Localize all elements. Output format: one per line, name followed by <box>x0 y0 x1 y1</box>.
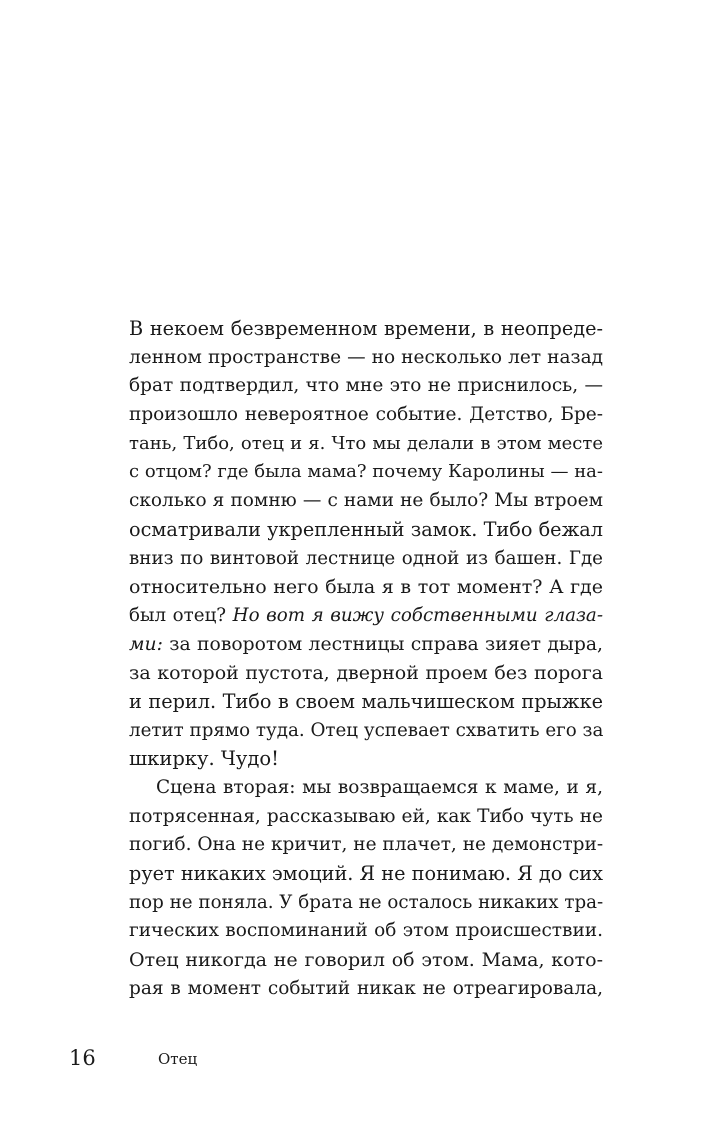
paragraph-2 <box>129 774 603 1004</box>
text-line: относительно него была я в тот момент? А где <box>129 576 603 599</box>
text-line-mixed <box>129 602 603 631</box>
italic-segment: ми: <box>129 633 163 655</box>
text-line: с отцом? где была мама? почему Каролины — на- <box>129 461 603 483</box>
text-line: осматривали укрепленный замок. Тибо бежал <box>129 517 603 541</box>
text-line: за которой пустота, дверной проем без порога <box>129 662 603 685</box>
text-line: летит прямо туда. Отец успевает схватить его за <box>129 719 604 741</box>
text-line: ленном пространстве — но несколько лет назад <box>129 346 603 368</box>
text-line-mixed <box>129 631 603 660</box>
text-line: произошло невероятное событие. Детство, Бре- <box>129 404 603 426</box>
text-line: пор не поняла. У брата не осталось никаких тра- <box>129 891 604 913</box>
text-line: шкирку. Чудо! <box>129 747 279 771</box>
page-footer <box>0 1043 709 1073</box>
text-segment: был отец? <box>129 604 233 626</box>
text-line: сколько я помню — с нами не было? Мы втроем <box>129 490 603 512</box>
text-line: гических воспоминаний об этом происшествии. <box>129 920 603 942</box>
text-line: рует никаких эмоций. Я не понимаю. Я до сих <box>129 862 603 886</box>
text-line: Сцена вторая: мы возвращаемся к маме, и я, <box>156 777 603 798</box>
text-line: потрясенная, рассказываю ей, как Тибо чуть не <box>129 805 603 827</box>
paragraph-1 <box>129 315 603 774</box>
running-title: Отец <box>158 1050 198 1068</box>
text-line: рая в момент событий никак не отреагировала, <box>129 977 603 999</box>
text-line: Отец никогда не говорил об этом. Мама, кото- <box>129 949 603 972</box>
text-line: и перил. Тибо в своем мальчишеском прыжке <box>129 689 603 713</box>
text-line: вниз по винтовой лестнице одной из башен. Где <box>129 547 603 569</box>
page-number: 16 <box>69 1046 96 1070</box>
italic-segment: Но вот я вижу собственными глаза- <box>232 604 603 626</box>
text-line: брат подтвердил, что мне это не приснилось, — <box>129 375 603 397</box>
text-line: тань, Тибо, отец и я. Что мы делали в этом месте <box>129 432 603 454</box>
text-line: погиб. Она не кричит, не плачет, не демонстри- <box>129 834 604 856</box>
text-line: В некоем безвременном времени, в неопреде- <box>129 317 603 340</box>
text-segment: за поворотом лестницы справа зияет дыра, <box>162 633 603 655</box>
body-text <box>129 315 603 1004</box>
